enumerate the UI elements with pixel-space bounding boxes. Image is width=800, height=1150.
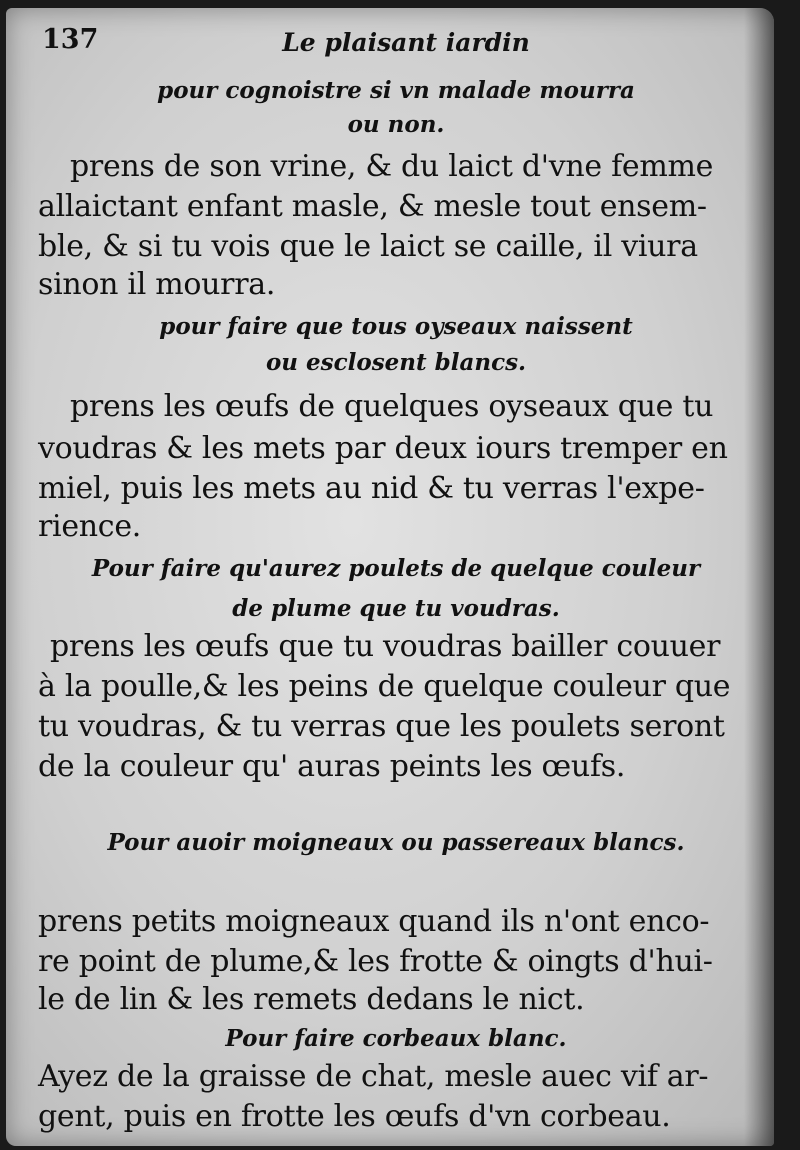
- text-line: ble, & si tu vois que le laict se caille, il viura: [38, 229, 698, 264]
- section-heading: Pour faire qu'aurez poulets de quelque couleur: [91, 555, 701, 582]
- text-line: allaictant enfant masle, & mesle tout ensem-: [38, 189, 707, 224]
- text-line: re point de plume,& les frotte & oingts d'hui-: [38, 944, 713, 979]
- text-line: prens petits moigneaux quand ils n'ont enco-: [38, 904, 710, 939]
- text-line: gent, puis en frotte les œufs d'vn corbeau.: [38, 1099, 671, 1134]
- text-line: voudras & les mets par deux iours tremper en: [38, 431, 728, 466]
- section-heading: pour faire que tous oyseaux naissent: [159, 313, 633, 340]
- text-line: le de lin & les remets dedans le nict.: [38, 982, 585, 1017]
- section-heading: ou esclosent blancs.: [265, 349, 527, 376]
- section-heading: de plume que tu voudras.: [232, 595, 560, 622]
- page-number: 137: [42, 24, 99, 55]
- text-line: sinon il mourra.: [38, 267, 276, 302]
- text-line: de la couleur qu' auras peints les œufs.: [38, 749, 626, 784]
- text-line: prens les œufs de quelques oyseaux que tu: [70, 389, 714, 424]
- book-page: [6, 8, 774, 1146]
- text-line: prens les œufs que tu voudras bailler couuer: [50, 629, 721, 664]
- section-heading: Pour auoir moigneaux ou passereaux blancs.: [107, 829, 685, 856]
- text-line: tu voudras, & tu verras que les poulets seront: [38, 709, 725, 744]
- section-heading: ou non.: [347, 111, 445, 138]
- running-head: Le plaisant iardin: [282, 28, 530, 57]
- text-line: Ayez de la graisse de chat, mesle auec vif ar-: [38, 1059, 709, 1094]
- text-line: prens de son vrine, & du laict d'vne femme: [70, 149, 714, 184]
- text-line: rience.: [38, 509, 142, 544]
- section-heading: pour cognoistre si vn malade mourra: [157, 77, 635, 104]
- text-line: à la poulle,& les peins de quelque couleur que: [38, 669, 731, 704]
- section-heading: Pour faire corbeaux blanc.: [225, 1025, 567, 1052]
- text-line: miel, puis les mets au nid & tu verras l'expe-: [38, 471, 705, 506]
